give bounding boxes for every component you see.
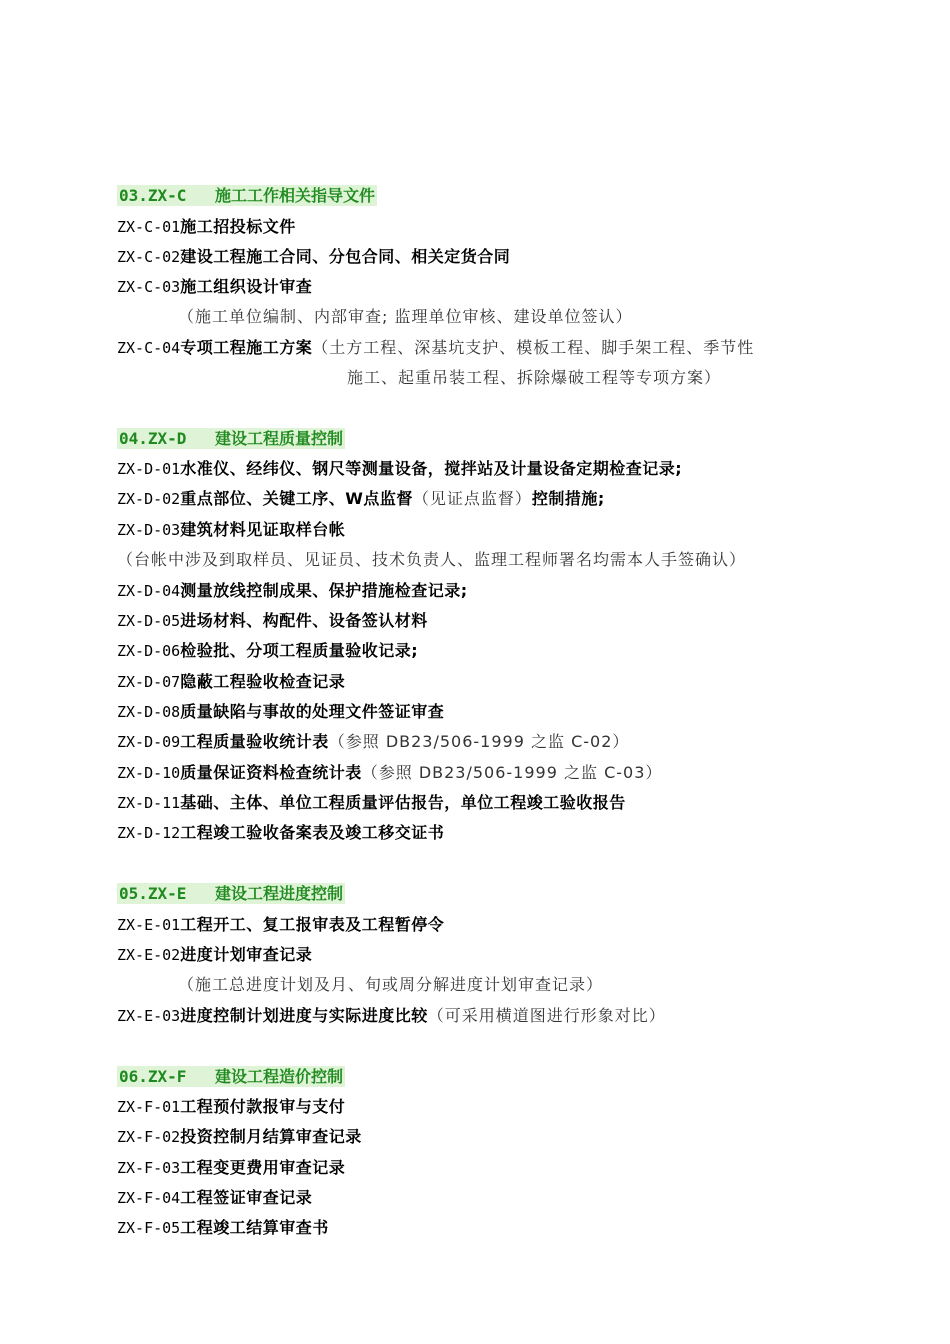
item-note: （参照 DB23/506-1999 之监 C-03） — [361, 763, 663, 782]
list-item — [117, 1126, 362, 1148]
item-code: ZX-D-04 — [117, 582, 181, 600]
item-code: ZX-C-04 — [117, 339, 181, 357]
item-note: （土方工程、深基坑支护、模板工程、脚手架工程、季节性 — [312, 338, 755, 357]
list-item — [117, 610, 428, 632]
list-item — [117, 276, 312, 298]
item-title: 工程开工、复工报审表及工程暂停令 — [180, 915, 445, 934]
list-item — [117, 640, 418, 662]
list-item — [117, 246, 510, 268]
list-item — [117, 1096, 345, 1118]
section-heading-c — [117, 185, 377, 207]
list-item — [117, 701, 444, 723]
list-item — [117, 1157, 345, 1179]
item-title: 隐蔽工程验收检查记录 — [180, 672, 346, 691]
item-title: 投资控制月结算审查记录 — [180, 1127, 362, 1146]
item-title: 质量缺陷与事故的处理文件签证审查 — [180, 702, 445, 721]
item-code: ZX-F-05 — [117, 1219, 181, 1237]
list-item — [117, 519, 345, 541]
list-item — [117, 1187, 312, 1209]
item-code: ZX-D-12 — [117, 824, 181, 842]
item-title: 重点部位、关键工序、W点监督 — [180, 489, 413, 508]
list-item — [117, 580, 468, 602]
item-code: ZX-E-02 — [117, 946, 181, 964]
item-code: ZX-D-01 — [117, 460, 181, 478]
item-title: 专项工程施工方案 — [180, 338, 313, 357]
item-code: ZX-E-01 — [117, 916, 181, 934]
item-title: 检验批、分项工程质量验收记录; — [180, 641, 419, 660]
section-title: 施工工作相关指导文件 — [215, 186, 376, 205]
item-code: ZX-F-03 — [117, 1159, 181, 1177]
section-code: 03.ZX-C — [119, 186, 187, 205]
item-code: ZX-D-07 — [117, 673, 181, 691]
section-title: 建设工程质量控制 — [215, 429, 344, 448]
item-title: 工程预付款报审与支付 — [180, 1097, 346, 1116]
item-note: （参照 DB23/506-1999 之监 C-02） — [328, 732, 630, 751]
item-title: 测量放线控制成果、保护措施检查记录; — [180, 581, 468, 600]
item-code: ZX-D-02 — [117, 490, 181, 508]
item-title: 进度控制计划进度与实际进度比较 — [180, 1006, 428, 1025]
list-item — [117, 822, 444, 844]
item-title: 建筑材料见证取样台帐 — [180, 520, 346, 539]
item-code: ZX-F-04 — [117, 1189, 181, 1207]
item-note: （台帐中涉及到取样员、见证员、技术负责人、监理工程师署名均需本人手签确认） — [117, 550, 747, 569]
list-item — [117, 914, 444, 936]
list-item — [117, 1005, 666, 1027]
item-title: 工程竣工验收备案表及竣工移交证书 — [180, 823, 445, 842]
item-title: 工程竣工结算审查书 — [180, 1218, 329, 1237]
section-heading-e — [117, 883, 345, 905]
item-note: （施工单位编制、内部审查; 监理单位审核、建设单位签认） — [178, 307, 633, 326]
section-heading-f — [117, 1066, 345, 1088]
list-item — [117, 1217, 329, 1239]
section-code: 06.ZX-F — [119, 1067, 187, 1086]
item-code: ZX-F-02 — [117, 1128, 181, 1146]
list-item — [117, 792, 626, 814]
list-item — [117, 944, 312, 966]
list-item — [117, 731, 629, 753]
item-code: ZX-D-03 — [117, 521, 181, 539]
item-title: 施工招投标文件 — [180, 217, 296, 236]
item-note: （见证点监督） — [412, 489, 532, 508]
item-code: ZX-D-09 — [117, 733, 181, 751]
list-item — [117, 337, 754, 359]
list-item — [117, 216, 296, 238]
item-title: 进度计划审查记录 — [180, 945, 313, 964]
section-heading-d — [117, 428, 345, 450]
item-code: ZX-C-02 — [117, 248, 181, 266]
section-title: 建设工程进度控制 — [215, 884, 344, 903]
item-code: ZX-D-10 — [117, 764, 181, 782]
item-title: 基础、主体、单位工程质量评估报告，单位工程竣工验收报告 — [180, 793, 626, 812]
item-title: 工程签证审查记录 — [180, 1188, 313, 1207]
item-code: ZX-D-05 — [117, 612, 181, 630]
item-title: 质量保证资料检查统计表 — [180, 763, 362, 782]
item-title-tail: 控制措施; — [531, 489, 605, 508]
section-code: 05.ZX-E — [119, 884, 187, 903]
item-title: 进场材料、构配件、设备签认材料 — [180, 611, 428, 630]
item-code: ZX-C-01 — [117, 218, 181, 236]
item-note-continued: 施工、起重吊装工程、拆除爆破工程等专项方案） — [347, 368, 722, 387]
list-item — [117, 671, 345, 693]
item-code: ZX-F-01 — [117, 1098, 181, 1116]
item-title: 施工组织设计审查 — [180, 277, 313, 296]
item-title: 建设工程施工合同、分包合同、相关定货合同 — [180, 247, 511, 266]
item-code: ZX-D-11 — [117, 794, 181, 812]
item-code: ZX-D-06 — [117, 642, 181, 660]
item-code: ZX-C-03 — [117, 278, 181, 296]
section-title: 建设工程造价控制 — [215, 1067, 344, 1086]
item-title: 工程质量验收统计表 — [180, 732, 329, 751]
item-title: 工程变更费用审查记录 — [180, 1158, 346, 1177]
list-item — [117, 458, 682, 480]
item-title: 水准仪、经纬仪、钢尺等测量设备，搅拌站及计量设备定期检查记录; — [180, 459, 683, 478]
item-note: （可采用横道图进行形象对比） — [427, 1006, 666, 1025]
item-code: ZX-E-03 — [117, 1007, 181, 1025]
item-note: （施工总进度计划及月、旬或周分解进度计划审查记录） — [178, 975, 604, 994]
list-item — [117, 488, 605, 510]
item-code: ZX-D-08 — [117, 703, 181, 721]
section-code: 04.ZX-D — [119, 429, 187, 448]
list-item — [117, 762, 662, 784]
